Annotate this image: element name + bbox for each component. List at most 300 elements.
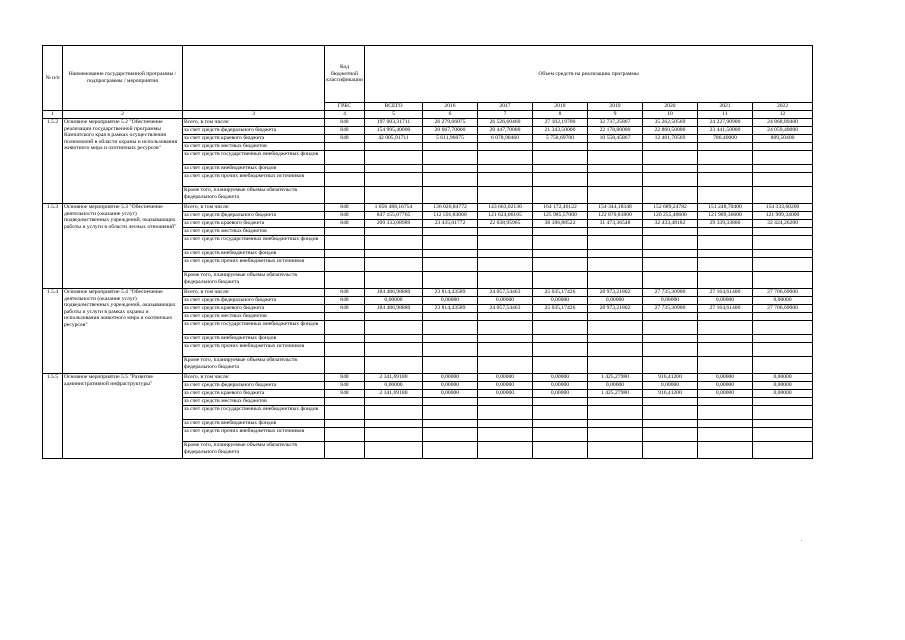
- funding-source: Всего, в том числе:: [183, 204, 325, 212]
- item-number: 1.5.2: [43, 119, 63, 204]
- year-amount: 0,00000: [753, 374, 813, 382]
- year-amount: 0,00000: [753, 390, 813, 398]
- funding-source: за счет средств прочих внебюджетных источников: [183, 258, 325, 272]
- year-amount: 22 038,95965: [478, 220, 533, 228]
- grbs-code: [325, 228, 365, 236]
- year-amount: [588, 313, 643, 321]
- column-number: 5: [365, 111, 423, 119]
- year-amount: [698, 272, 753, 289]
- grbs-code: [325, 343, 365, 357]
- year-amount: 25 035,17426: [533, 305, 588, 313]
- year-amount: [588, 321, 643, 335]
- year-amount: 24 227,90900: [698, 119, 753, 127]
- year-amount: [478, 143, 533, 151]
- total-amount: [365, 398, 423, 406]
- year-amount: 154 344,18348: [588, 204, 643, 212]
- year-amount: [533, 165, 588, 173]
- year-amount: [753, 313, 813, 321]
- year-amount: [643, 398, 698, 406]
- year-amount: [698, 187, 753, 204]
- year-amount: [643, 173, 698, 187]
- year-amount: [588, 406, 643, 420]
- funding-source: Всего, в том числе:: [183, 289, 325, 297]
- year-amount: 136 026,84772: [423, 204, 478, 212]
- item-name: Основное мероприятие 5.5 "Развитие административной инфраструктуры": [63, 374, 183, 459]
- year-amount: [478, 406, 533, 420]
- year-amount: [478, 272, 533, 289]
- column-number: 6: [423, 111, 478, 119]
- year-amount: [698, 335, 753, 343]
- funding-source: за счет средств государственных внебюджетных фондов: [183, 321, 325, 335]
- year-amount: [643, 250, 698, 258]
- year-amount: 5 611,96075: [423, 135, 478, 143]
- year-amount: [753, 151, 813, 165]
- total-amount: 0,00000: [365, 297, 423, 305]
- year-amount: [533, 228, 588, 236]
- year-amount: [643, 143, 698, 151]
- year-amount: [423, 428, 478, 442]
- year-amount: 154 333,60200: [753, 204, 813, 212]
- grbs-code: [325, 187, 365, 204]
- year-amount: 25 035,17426: [533, 289, 588, 297]
- year-amount: 27 735,30900: [643, 305, 698, 313]
- funding-source: за счет средств местных бюджетов: [183, 143, 325, 151]
- year-amount: 23 441,50000: [698, 127, 753, 135]
- year-amount: [478, 187, 533, 204]
- year-amount: 151 248,70400: [698, 204, 753, 212]
- total-amount: [365, 187, 423, 204]
- year-amount: 10 558,45867: [588, 135, 643, 143]
- year-amount: 23 814,43589: [423, 305, 478, 313]
- year-amount: 164 172,46122: [533, 204, 588, 212]
- header-year: 2020: [643, 103, 698, 111]
- column-number: 2: [63, 111, 183, 119]
- footnote-mark: .: [801, 537, 803, 543]
- year-amount: 0,00000: [478, 297, 533, 305]
- year-amount: 32 737,25867: [588, 119, 643, 127]
- grbs-code: [325, 321, 365, 335]
- funding-source: за счет средств краевого бюджета: [183, 135, 325, 143]
- grbs-code: [325, 173, 365, 187]
- year-amount: [478, 151, 533, 165]
- year-amount: 27 164,61400: [698, 305, 753, 313]
- grbs-code: 848: [325, 127, 365, 135]
- year-amount: [698, 258, 753, 272]
- year-amount: [533, 151, 588, 165]
- year-amount: [423, 228, 478, 236]
- year-amount: 27 706,69000: [753, 305, 813, 313]
- year-amount: 0,00000: [588, 297, 643, 305]
- year-amount: [753, 187, 813, 204]
- grbs-code: 848: [325, 382, 365, 390]
- year-amount: 27 706,69000: [753, 289, 813, 297]
- item-name: Основное мероприятие 5.2 "Обеспечение реализации государственной программы Камчатского края в рамках осуществления полномочий в области охраны и использования животного мира и охотничьих ресурсов": [63, 119, 183, 204]
- grbs-code: 848: [325, 212, 365, 220]
- funding-source: за счет средств местных бюджетов: [183, 228, 325, 236]
- table-row: [43, 204, 813, 212]
- year-amount: [698, 442, 753, 459]
- year-amount: [423, 173, 478, 187]
- year-amount: [533, 258, 588, 272]
- item-number: 1.5.4: [43, 289, 63, 374]
- year-amount: 27 735,30900: [643, 289, 698, 297]
- year-amount: [478, 343, 533, 357]
- year-amount: [588, 442, 643, 459]
- grbs-code: 848: [325, 390, 365, 398]
- year-amount: 24 057,54463: [478, 305, 533, 313]
- year-amount: [423, 398, 478, 406]
- header-year: 2017: [478, 103, 533, 111]
- year-amount: [698, 143, 753, 151]
- total-amount: 154 995,40000: [365, 127, 423, 135]
- year-amount: [533, 335, 588, 343]
- year-amount: [423, 406, 478, 420]
- year-amount: 0,00000: [533, 382, 588, 390]
- total-amount: 197 003,31711: [365, 119, 423, 127]
- year-amount: [588, 420, 643, 428]
- year-amount: 28 973,21802: [588, 289, 643, 297]
- year-amount: [478, 250, 533, 258]
- total-amount: [365, 173, 423, 187]
- year-amount: 0,00000: [423, 297, 478, 305]
- total-amount: [365, 313, 423, 321]
- year-amount: 5 758,69700: [533, 135, 588, 143]
- funding-source: за счет средств федерального бюджета: [183, 297, 325, 305]
- year-amount: 0,00000: [698, 297, 753, 305]
- year-amount: [698, 398, 753, 406]
- year-amount: [643, 428, 698, 442]
- header-year: 2016: [423, 103, 478, 111]
- year-amount: [533, 442, 588, 459]
- grbs-code: [325, 258, 365, 272]
- total-amount: [365, 236, 423, 250]
- year-amount: 0,00000: [423, 390, 478, 398]
- funding-source: за счет средств внебюджетных фондов: [183, 250, 325, 258]
- year-amount: [643, 228, 698, 236]
- year-amount: [533, 321, 588, 335]
- total-amount: [365, 321, 423, 335]
- year-amount: 786,40000: [698, 135, 753, 143]
- year-amount: [753, 165, 813, 173]
- year-amount: 22 178,80000: [588, 127, 643, 135]
- funding-source: за счет средств федерального бюджета: [183, 212, 325, 220]
- year-amount: [643, 420, 698, 428]
- table-body: [43, 119, 813, 459]
- year-amount: [478, 442, 533, 459]
- year-amount: [698, 151, 753, 165]
- funding-source: за счет средств прочих внебюджетных источников: [183, 173, 325, 187]
- year-amount: 0,00000: [698, 374, 753, 382]
- year-amount: 112 591,83000: [423, 212, 478, 220]
- year-amount: 31 473,36548: [588, 220, 643, 228]
- total-amount: [365, 143, 423, 151]
- year-amount: 0,00000: [533, 390, 588, 398]
- year-amount: 0,00000: [478, 390, 533, 398]
- year-amount: 0,00000: [698, 382, 753, 390]
- total-amount: [365, 228, 423, 236]
- year-amount: [753, 420, 813, 428]
- year-amount: [643, 272, 698, 289]
- year-amount: 121 909,34000: [753, 212, 813, 220]
- year-amount: 1 425,27980: [588, 374, 643, 382]
- year-amount: 26 279,66075: [423, 119, 478, 127]
- year-amount: [698, 357, 753, 374]
- header-year: 2018: [533, 103, 588, 111]
- funding-source: за счет средств внебюджетных фондов: [183, 165, 325, 173]
- grbs-code: [325, 165, 365, 173]
- total-amount: [365, 406, 423, 420]
- grbs-code: 848: [325, 204, 365, 212]
- year-amount: [753, 321, 813, 335]
- year-amount: 0,00000: [478, 382, 533, 390]
- year-amount: 27 102,19700: [533, 119, 588, 127]
- column-number: 8: [533, 111, 588, 119]
- funding-source: за счет средств прочих внебюджетных источников: [183, 343, 325, 357]
- year-amount: [643, 357, 698, 374]
- item-name: Основное мероприятие 5.3 "Обеспечение деятельности (оказание услуг) подведомственных учреждений, оказывающих работы и услуги в области лесных отношений": [63, 204, 183, 289]
- grbs-code: 848: [325, 305, 365, 313]
- year-amount: [588, 187, 643, 204]
- year-amount: [478, 236, 533, 250]
- funding-source: за счет средств прочих внебюджетных источников: [183, 428, 325, 442]
- year-amount: [478, 420, 533, 428]
- grbs-code: [325, 236, 365, 250]
- header-total: ВСЕГО: [365, 103, 423, 111]
- grbs-code: [325, 313, 365, 321]
- year-amount: [753, 143, 813, 151]
- year-amount: 26 526,60460: [478, 119, 533, 127]
- grbs-code: [325, 151, 365, 165]
- year-amount: [533, 343, 588, 357]
- funding-source: Всего, в том числе:: [183, 374, 325, 382]
- header-num: № п/п: [43, 46, 63, 111]
- year-amount: [753, 343, 813, 357]
- total-amount: [365, 442, 423, 459]
- year-amount: [533, 398, 588, 406]
- year-amount: [423, 357, 478, 374]
- header-grbs: ГРБС: [325, 103, 365, 111]
- year-amount: [588, 173, 643, 187]
- funding-source: Всего, в том числе:: [183, 119, 325, 127]
- year-amount: [423, 313, 478, 321]
- year-amount: 125 985,57000: [533, 212, 588, 220]
- grbs-code: 848: [325, 135, 365, 143]
- year-amount: [423, 272, 478, 289]
- year-amount: [588, 165, 643, 173]
- header-year: 2019: [588, 103, 643, 111]
- year-amount: [698, 428, 753, 442]
- total-amount: [365, 343, 423, 357]
- year-amount: 0,00000: [643, 297, 698, 305]
- year-amount: 0,00000: [698, 390, 753, 398]
- year-amount: [478, 335, 533, 343]
- table-row: [43, 374, 813, 382]
- year-amount: [533, 143, 588, 151]
- grbs-code: 848: [325, 297, 365, 305]
- year-amount: [423, 321, 478, 335]
- year-amount: [753, 250, 813, 258]
- year-amount: 1 425,27980: [588, 390, 643, 398]
- year-amount: [698, 313, 753, 321]
- year-amount: [753, 335, 813, 343]
- year-amount: [588, 236, 643, 250]
- year-amount: [423, 143, 478, 151]
- year-amount: 143 663,02130: [478, 204, 533, 212]
- grbs-code: [325, 272, 365, 289]
- funding-source: за счет средств государственных внебюджетных фондов: [183, 236, 325, 250]
- column-number: 11: [698, 111, 753, 119]
- year-amount: [423, 236, 478, 250]
- year-amount: 27 164,61400: [698, 289, 753, 297]
- year-amount: [423, 187, 478, 204]
- year-amount: 0,00000: [478, 374, 533, 382]
- year-amount: [533, 357, 588, 374]
- grbs-code: [325, 250, 365, 258]
- total-amount: 2 341,69180: [365, 390, 423, 398]
- total-amount: 1 056 488,16754: [365, 204, 423, 212]
- year-amount: [533, 420, 588, 428]
- year-amount: [423, 420, 478, 428]
- year-amount: 0,00000: [533, 297, 588, 305]
- grbs-code: [325, 420, 365, 428]
- year-amount: 0,00000: [423, 374, 478, 382]
- year-amount: 809,50400: [753, 135, 813, 143]
- year-amount: 152 689,24782: [643, 204, 698, 212]
- total-amount: [365, 357, 423, 374]
- total-amount: [365, 272, 423, 289]
- total-amount: 42 005,91711: [365, 135, 423, 143]
- year-amount: [753, 258, 813, 272]
- grbs-code: [325, 442, 365, 459]
- year-amount: [588, 343, 643, 357]
- grbs-code: 848: [325, 289, 365, 297]
- total-amount: 184 486,98880: [365, 289, 423, 297]
- year-amount: [698, 420, 753, 428]
- year-amount: [478, 428, 533, 442]
- column-number: 3: [183, 111, 325, 119]
- item-number: 1.5.5: [43, 374, 63, 459]
- year-amount: [423, 442, 478, 459]
- year-amount: [588, 143, 643, 151]
- year-amount: [643, 406, 698, 420]
- year-amount: [588, 151, 643, 165]
- year-amount: 23 814,43589: [423, 289, 478, 297]
- year-amount: 38 186,88522: [533, 220, 588, 228]
- total-amount: [365, 420, 423, 428]
- funding-source: за счет средств федерального бюджета: [183, 382, 325, 390]
- year-amount: 22 860,50000: [643, 127, 698, 135]
- year-amount: 24 059,40000: [753, 127, 813, 135]
- year-amount: [698, 236, 753, 250]
- funding-source: Кроме того, планируемые объемы обязательств федерального бюджета: [183, 357, 325, 374]
- funding-source: за счет средств государственных внебюджетных фондов: [183, 151, 325, 165]
- year-amount: 121 909,36600: [698, 212, 753, 220]
- header-volume: Объем средств на реализацию программы: [365, 46, 813, 103]
- header-year: 2021: [698, 103, 753, 111]
- year-amount: [753, 406, 813, 420]
- year-amount: 0,00000: [533, 374, 588, 382]
- year-amount: 120 255,40600: [643, 212, 698, 220]
- year-amount: [478, 165, 533, 173]
- grbs-code: 848: [325, 220, 365, 228]
- year-amount: [478, 258, 533, 272]
- funding-source: Кроме того, планируемые объемы обязательств федерального бюджета: [183, 272, 325, 289]
- year-amount: 24 057,54463: [478, 289, 533, 297]
- year-amount: 0,00000: [423, 382, 478, 390]
- total-amount: 0,00000: [365, 382, 423, 390]
- year-amount: [588, 357, 643, 374]
- year-amount: [423, 335, 478, 343]
- funding-source: за счет средств краевого бюджета: [183, 220, 325, 228]
- year-amount: [643, 343, 698, 357]
- year-amount: [533, 272, 588, 289]
- year-amount: [533, 406, 588, 420]
- year-amount: [753, 173, 813, 187]
- year-amount: [643, 335, 698, 343]
- year-amount: 28 973,21802: [588, 305, 643, 313]
- total-amount: 2 341,69180: [365, 374, 423, 382]
- year-amount: 20 447,70000: [478, 127, 533, 135]
- column-number: 4: [325, 111, 365, 119]
- column-number: 9: [588, 111, 643, 119]
- year-amount: [588, 272, 643, 289]
- year-amount: [478, 321, 533, 335]
- total-amount: [365, 335, 423, 343]
- total-amount: [365, 428, 423, 442]
- year-amount: 121 624,06165: [478, 212, 533, 220]
- column-number: 12: [753, 111, 813, 119]
- year-amount: [698, 406, 753, 420]
- year-amount: [533, 313, 588, 321]
- year-amount: [533, 187, 588, 204]
- year-amount: 6 078,90460: [478, 135, 533, 143]
- year-amount: [698, 321, 753, 335]
- funding-source: за счет средств местных бюджетов: [183, 313, 325, 321]
- year-amount: [478, 357, 533, 374]
- year-amount: [423, 250, 478, 258]
- year-amount: [643, 151, 698, 165]
- year-amount: [588, 335, 643, 343]
- header-year: 2022: [753, 103, 813, 111]
- year-amount: [533, 428, 588, 442]
- funding-source: за счет средств местных бюджетов: [183, 398, 325, 406]
- grbs-code: [325, 406, 365, 420]
- funding-source: за счет средств краевого бюджета: [183, 390, 325, 398]
- total-amount: 184 486,98880: [365, 305, 423, 313]
- budget-table-container: [42, 45, 812, 459]
- funding-source: за счет средств внебюджетных фондов: [183, 335, 325, 343]
- table-row: [43, 119, 813, 127]
- column-number: 1: [43, 111, 63, 119]
- total-amount: [365, 165, 423, 173]
- column-number: 10: [643, 111, 698, 119]
- total-amount: [365, 258, 423, 272]
- year-amount: [588, 428, 643, 442]
- item-number: 1.5.3: [43, 204, 63, 289]
- year-amount: [753, 398, 813, 406]
- year-amount: [533, 236, 588, 250]
- grbs-code: [325, 143, 365, 151]
- grbs-code: 848: [325, 119, 365, 127]
- year-amount: [643, 236, 698, 250]
- year-amount: [753, 428, 813, 442]
- year-amount: [588, 398, 643, 406]
- year-amount: 32 424,26200: [753, 220, 813, 228]
- year-amount: [423, 165, 478, 173]
- year-amount: [643, 442, 698, 459]
- grbs-code: [325, 335, 365, 343]
- grbs-code: [325, 398, 365, 406]
